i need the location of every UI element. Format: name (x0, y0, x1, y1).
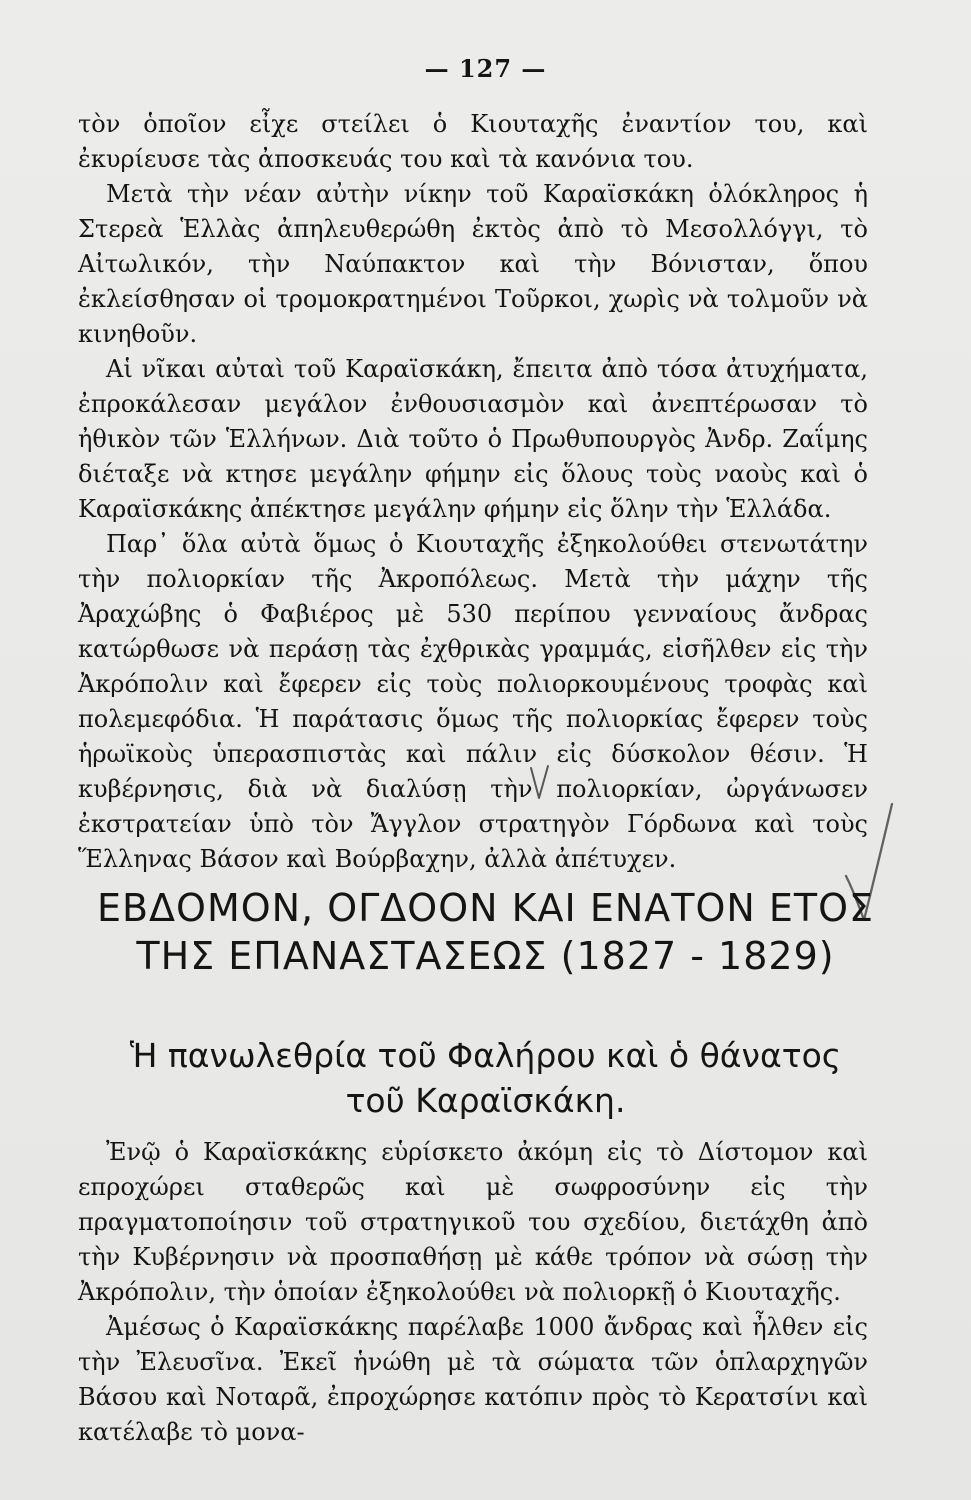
paragraph: Παρ᾽ ὅλα αὐτὰ ὅμως ὁ Κιουταχῆς ἐξηκολούθει στενωτάτην τὴν πολιορκίαν τῆς Ἀκροπόλεως. Μετὰ τὴν μάχην τῆς Ἀραχώβης ὁ Φαβιέρος μὲ 530 περίπου γενναίους ἄνδρας κατώρθωσε νὰ περάσῃ τὰς ἐχθρικὰς γραμμάς, εἰσῆλθεν εἰς τὴν Ἀκρόπολιν καὶ ἔφερεν εἰς τοὺς πολιορκουμένους τροφὰς καὶ πολεμεφόδια. Ἡ παράτασις ὅμως τῆς πολιορκίας ἔφερεν τοὺς ἡρωϊκοὺς ὑπερασπιστὰς καὶ πάλιν εἰς δύσκολον θέσιν. Ἡ κυβέρνησις, διὰ νὰ διαλύσῃ τὴν πολιορκίαν, ὠργάνωσεν ἐκστρατείαν ὑπὸ τὸν Ἄγγλον στρατηγὸν Γόρδωνα καὶ τοὺς Ἕλληνας Βάσον καὶ Βούρβαχην, ἀλλὰ ἀπέτυχεν. (78, 530, 868, 873)
paragraph: Αἱ νῖκαι αὐταὶ τοῦ Καραϊσκάκη, ἔπειτα ἀπὸ τόσα ἀτυχήματα, ἐπροκάλεσαν μεγάλον ἐνθουσιασμὸν καὶ ἀνεπτέρωσαν τὸ ἠθικὸν τῶν Ἑλλήνων. Διὰ τοῦτο ὁ Πρωθυπουργὸς Ἀνδρ. Ζαΐμης διέταξε νὰ κτησε μεγάλην φήμην εἰς ὅλους τοὺς ναοὺς καὶ ὁ Καραϊσκάκης ἀπέκτησε μεγάλην φήμην εἰς ὅλην τὴν Ἑλλάδα. (78, 355, 868, 523)
paragraph: τὸν ὁποῖον εἶχε στείλει ὁ Κιουταχῆς ἐναντίον του, καὶ ἐκυρίευσε τὰς ἀποσκευάς του καὶ τὰ κανόνια του. (78, 110, 868, 173)
page-number: — 127 — (424, 54, 547, 83)
chapter-title-line-2: ΤΗΣ ΕΠΑΝΑΣΤΑΣΕΩΣ (1827 - 1829) (136, 934, 835, 978)
paragraph: Ἐνῷ ὁ Καραϊσκάκης εὑρίσκετο ἀκόμη εἰς τὸ Δίστομον καὶ επροχώρει σταθερῶς καὶ μὲ σωφροσύνην εἰς τὴν πραγματοποίησιν τοῦ στρατηγικοῦ του σχεδίου, διετάχθη ἀπὸ τὴν Κυβέρνησιν νὰ προσπαθήσῃ μὲ κάθε τρόπον νὰ σώσῃ τὴν Ἀκρόπολιν, τὴν ὁποίαν ἐξηκολούθει νὰ πολιορκῇ ὁ Κιουταχῆς. (78, 1138, 868, 1306)
paragraph: Ἀμέσως ὁ Καραϊσκάκης παρέλαβε 1000 ἄνδρας καὶ ἦλθεν εἰς τὴν Ἐλευσῖνα. Ἐκεῖ ἡνώθη μὲ τὰ σώματα τῶν ὁπλαρχηγῶν Βάσου καὶ Νοταρᾶ, ἐπροχώρησε κατόπιν πρὸς τὸ Κερατσίνι καὶ κατέλαβε τὸ μονα- (78, 1313, 868, 1446)
section-title-line-1: Ἡ πανωλεθρία τοῦ Φαλήρου καὶ ὁ θάνατος (129, 1036, 842, 1075)
chapter-title (0, 884, 971, 980)
chapter-title-line-1: ΕΒΔΟΜΟΝ, ΟΓΔΟΟΝ ΚΑΙ ΕΝΑΤΟΝ ΕΤΟΣ (96, 886, 875, 930)
paragraph: Μετὰ τὴν νέαν αὐτὴν νίκην τοῦ Καραϊσκάκη ὁλόκληρος ἡ Στερεὰ Ἑλλὰς ἀπηλευθερώθη ἐκτὸς ἀπὸ τὸ Μεσολλόγγι, τὸ Αἰτωλικόν, τὴν Ναύπακτον καὶ τὴν Βόνισταν, ὅπου ἐκλείσθησαν οἱ τρομοκρατημένοι Τοῦρκοι, χωρὶς νὰ τολμοῦν νὰ κινηθοῦν. (78, 180, 868, 348)
text-block-2 (78, 1135, 868, 1450)
section-title-line-2: τοῦ Καραϊσκάκη. (345, 1081, 626, 1120)
section-title (0, 1033, 971, 1123)
text-block-1 (78, 107, 868, 877)
